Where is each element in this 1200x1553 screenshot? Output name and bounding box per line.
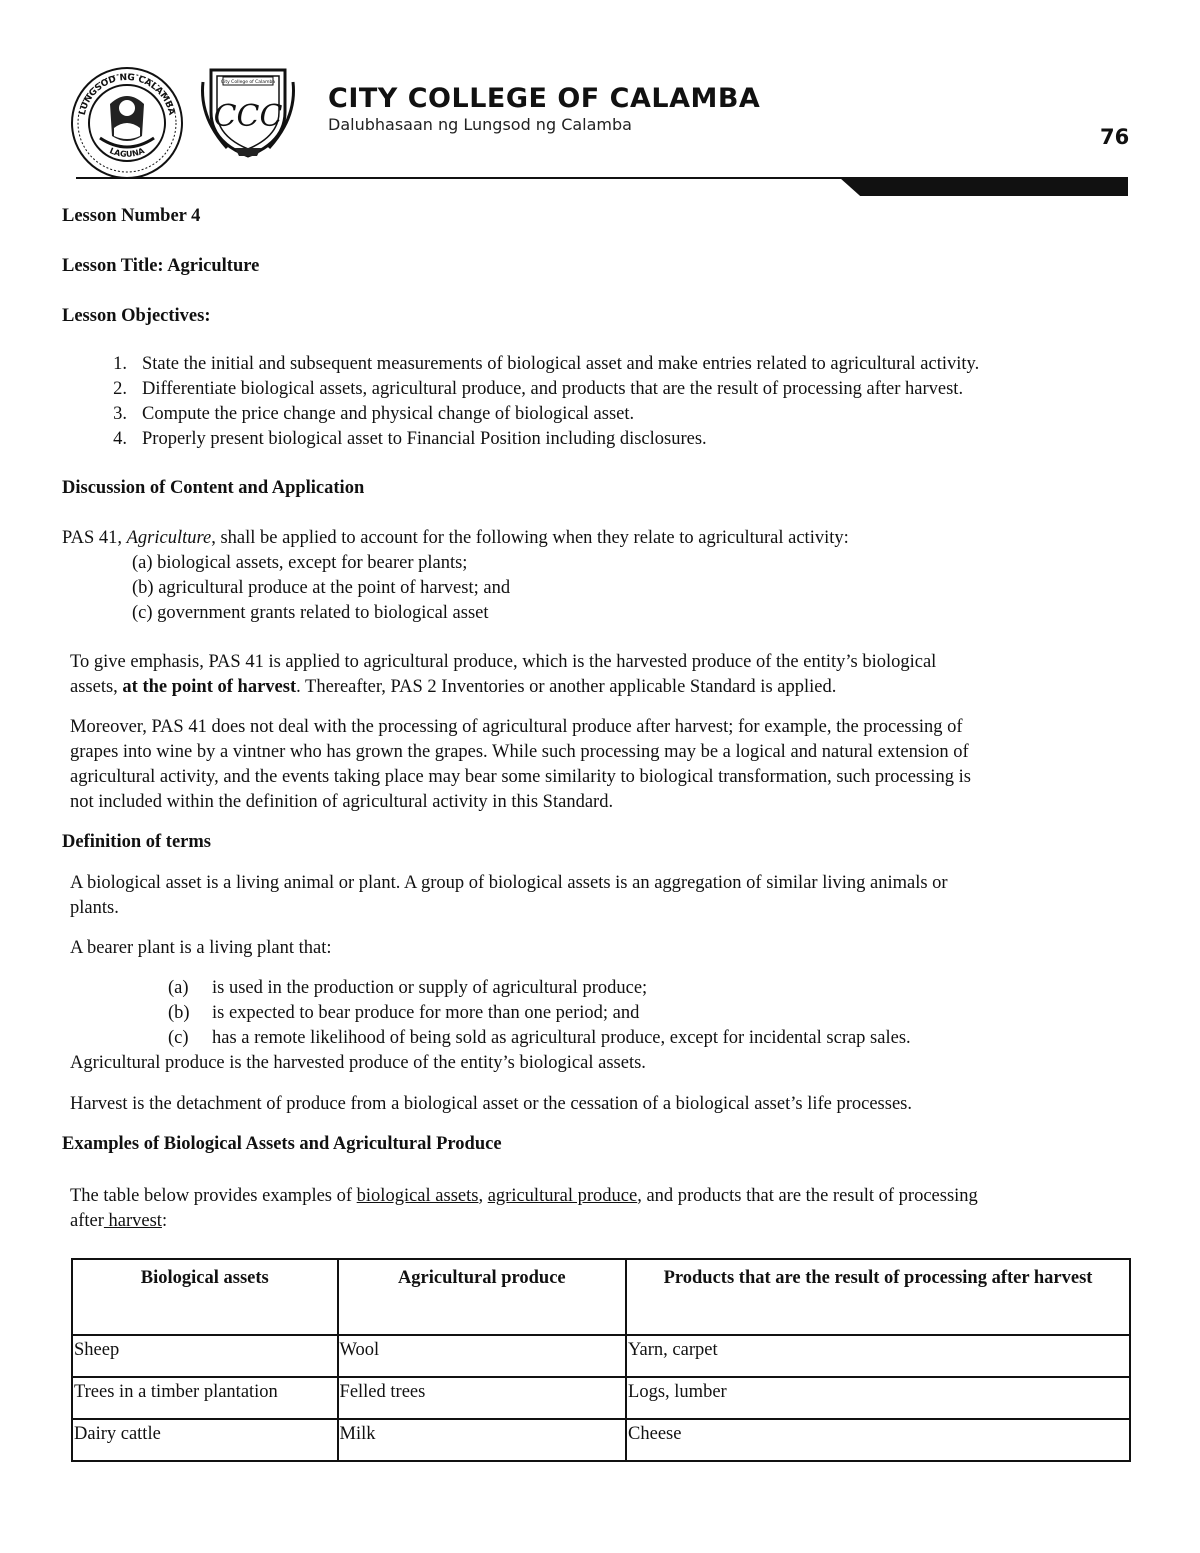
lesson-number: Lesson Number 4 — [62, 206, 201, 226]
discussion-heading: Discussion of Content and Application — [62, 478, 365, 498]
harvest-definition: Harvest is the detachment of produce from a biological asset or the cessation of a biological asset’s life processes. — [70, 1094, 912, 1114]
bearer-plant-intro: A bearer plant is a living plant that: — [70, 938, 332, 958]
svg-text:LAGUNA: LAGUNA — [108, 146, 146, 159]
bearer-plant-criterion: (c) has a remote likelihood of being sold as agricultural produce, except for incidental scrap sales. — [168, 1028, 911, 1048]
table-header-cell: Biological assets — [72, 1259, 338, 1335]
table-cell: Milk — [338, 1419, 627, 1461]
table-row — [72, 1377, 1130, 1419]
examples-intro-line: after harvest: — [70, 1211, 168, 1231]
college-title-block — [328, 84, 760, 134]
header-accent-bar — [840, 178, 1128, 196]
scope-item: (b) agricultural produce at the point of harvest; and — [132, 578, 511, 598]
pas41-intro: PAS 41, Agriculture, shall be applied to account for the following when they relate to agricultural activity: — [62, 528, 849, 548]
bearer-plant-criterion: (b) is expected to bear produce for more than one period; and — [168, 1003, 640, 1023]
harvest-link[interactable]: harvest — [103, 1211, 162, 1231]
moreover-paragraph-line: agricultural activity, and the events taking place may bear some similarity to biological transformation, such processing is — [70, 767, 971, 787]
emphasis-paragraph-line: To give emphasis, PAS 41 is applied to agricultural produce, which is the harvested produce of the entity’s biological — [70, 652, 937, 672]
agricultural-produce-definition: Agricultural produce is the harvested produce of the entity’s biological assets. — [70, 1053, 646, 1073]
page-number: 76 — [1100, 125, 1130, 149]
table-cell: Dairy cattle — [72, 1419, 338, 1461]
page-header — [0, 0, 1200, 200]
table-cell: Felled trees — [338, 1377, 627, 1419]
city-seal-logo — [70, 66, 184, 180]
table-header-cell: Products that are the result of processing after harvest — [626, 1259, 1130, 1335]
examples-intro-line: The table below provides examples of biological assets, agricultural produce, and products that are the result of processing — [70, 1186, 978, 1206]
table-row — [72, 1419, 1130, 1461]
scope-item: (c) government grants related to biological asset — [132, 603, 489, 623]
table-header-row — [72, 1259, 1130, 1335]
table-row — [72, 1335, 1130, 1377]
table-cell: Trees in a timber plantation — [72, 1377, 338, 1419]
table-cell: Cheese — [626, 1419, 1130, 1461]
emphasis-paragraph-line: assets, at the point of harvest. Thereafter, PAS 2 Inventories or another applicable Standard is applied. — [70, 677, 837, 697]
lesson-title: Lesson Title: Agriculture — [62, 256, 260, 276]
biological-asset-definition: plants. — [70, 898, 119, 918]
table-cell: Yarn, carpet — [626, 1335, 1130, 1377]
college-name: CITY COLLEGE OF CALAMBA — [328, 83, 761, 114]
ccc-crest-logo — [197, 62, 299, 162]
biological-asset-definition: A biological asset is a living animal or plant. A group of biological assets is an aggregation of similar living animals or — [70, 873, 948, 893]
definitions-heading: Definition of terms — [62, 832, 211, 852]
svg-text:City College of Calamba: City College of Calamba — [220, 80, 276, 85]
table-cell: Wool — [338, 1335, 627, 1377]
table-cell: Sheep — [72, 1335, 338, 1377]
table-cell: Logs, lumber — [626, 1377, 1130, 1419]
agricultural-produce-link[interactable]: agricultural produce — [487, 1186, 638, 1206]
bearer-plant-criterion: (a) is used in the production or supply of agricultural produce; — [168, 978, 648, 998]
college-subtitle: Dalubhasaan ng Lungsod ng Calamba — [328, 115, 632, 134]
table-header-cell: Agricultural produce — [338, 1259, 627, 1335]
moreover-paragraph-line: not included within the definition of agricultural activity in this Standard. — [70, 792, 614, 812]
svg-text:CCC: CCC — [213, 99, 283, 134]
moreover-paragraph-line: Moreover, PAS 41 does not deal with the processing of agricultural produce after harvest; for example, the processing of — [70, 717, 963, 737]
lesson-objectives-heading: Lesson Objectives: — [62, 306, 211, 326]
biological-assets-link[interactable]: biological assets — [356, 1186, 479, 1206]
scope-item: (a) biological assets, except for bearer plants; — [132, 553, 468, 573]
svg-text:LUNGSOD NG CALAMBA: LUNGSOD NG CALAMBA — [77, 72, 177, 117]
moreover-paragraph-line: grapes into wine by a vintner who has grown the grapes. While such processing may be a logical and natural extension of — [70, 742, 969, 762]
examples-heading: Examples of Biological Assets and Agricultural Produce — [62, 1134, 502, 1154]
examples-table — [71, 1258, 1131, 1462]
